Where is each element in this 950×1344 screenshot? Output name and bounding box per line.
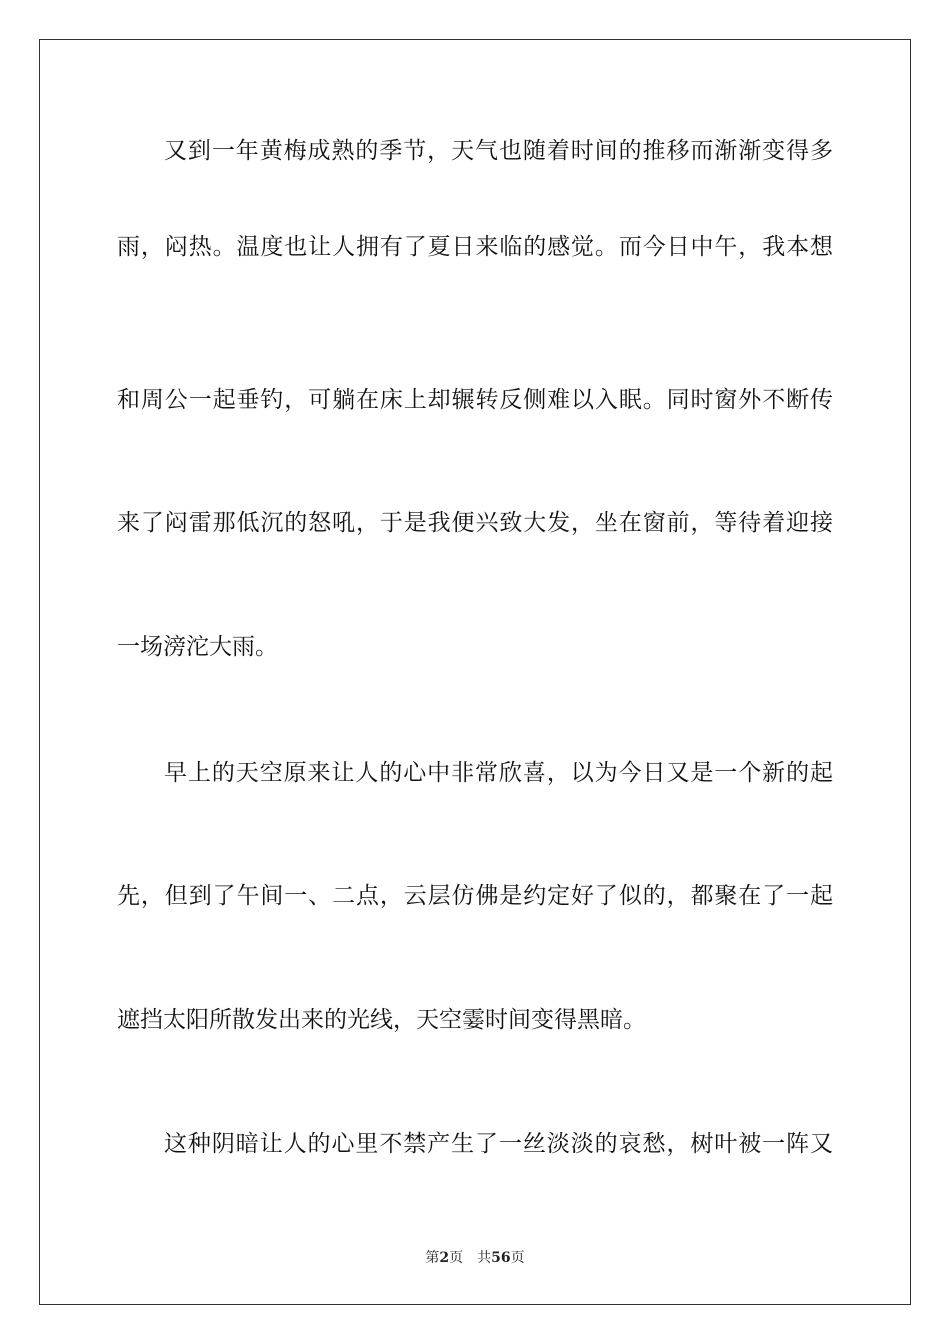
paragraph-1-line-2: 雨，闷热。温度也让人拥有了夏日来临的感觉。而今日中午，我本想 [117, 234, 833, 260]
footer-total-pages: 56 [491, 1250, 511, 1266]
page-footer [0, 1246, 950, 1270]
footer-middle: 页 共 [449, 1250, 492, 1266]
paragraph-2-line-2: 先，但到了午间一、二点，云层仿佛是约定好了似的，都聚在了一起 [117, 883, 833, 909]
paragraph-1-line-4: 来了闷雷那低沉的怒吼，于是我便兴致大发，坐在窗前，等待着迎接 [117, 510, 833, 536]
footer-suffix: 页 [510, 1250, 525, 1266]
paragraph-2-line-1: 早上的天空原来让人的心中非常欣喜，以为今日又是一个新的起 [164, 760, 833, 786]
footer-current-page: 2 [439, 1250, 450, 1266]
paragraph-2-line-3: 遮挡太阳所散发出来的光线，天空霎时间变得黑暗。 [117, 1007, 646, 1033]
paragraph-1-line-5: 一场滂沱大雨。 [117, 634, 278, 660]
paragraph-1-line-3: 和周公一起垂钓，可躺在床上却辗转反侧难以入眠。同时窗外不断传 [117, 387, 833, 413]
paragraph-1-line-1: 又到一年黄梅成熟的季节，天气也随着时间的推移而渐渐变得多 [164, 138, 833, 164]
paragraph-3-line-1: 这种阴暗让人的心里不禁产生了一丝淡淡的哀愁，树叶被一阵又 [164, 1131, 833, 1157]
footer-prefix: 第 [425, 1250, 440, 1266]
